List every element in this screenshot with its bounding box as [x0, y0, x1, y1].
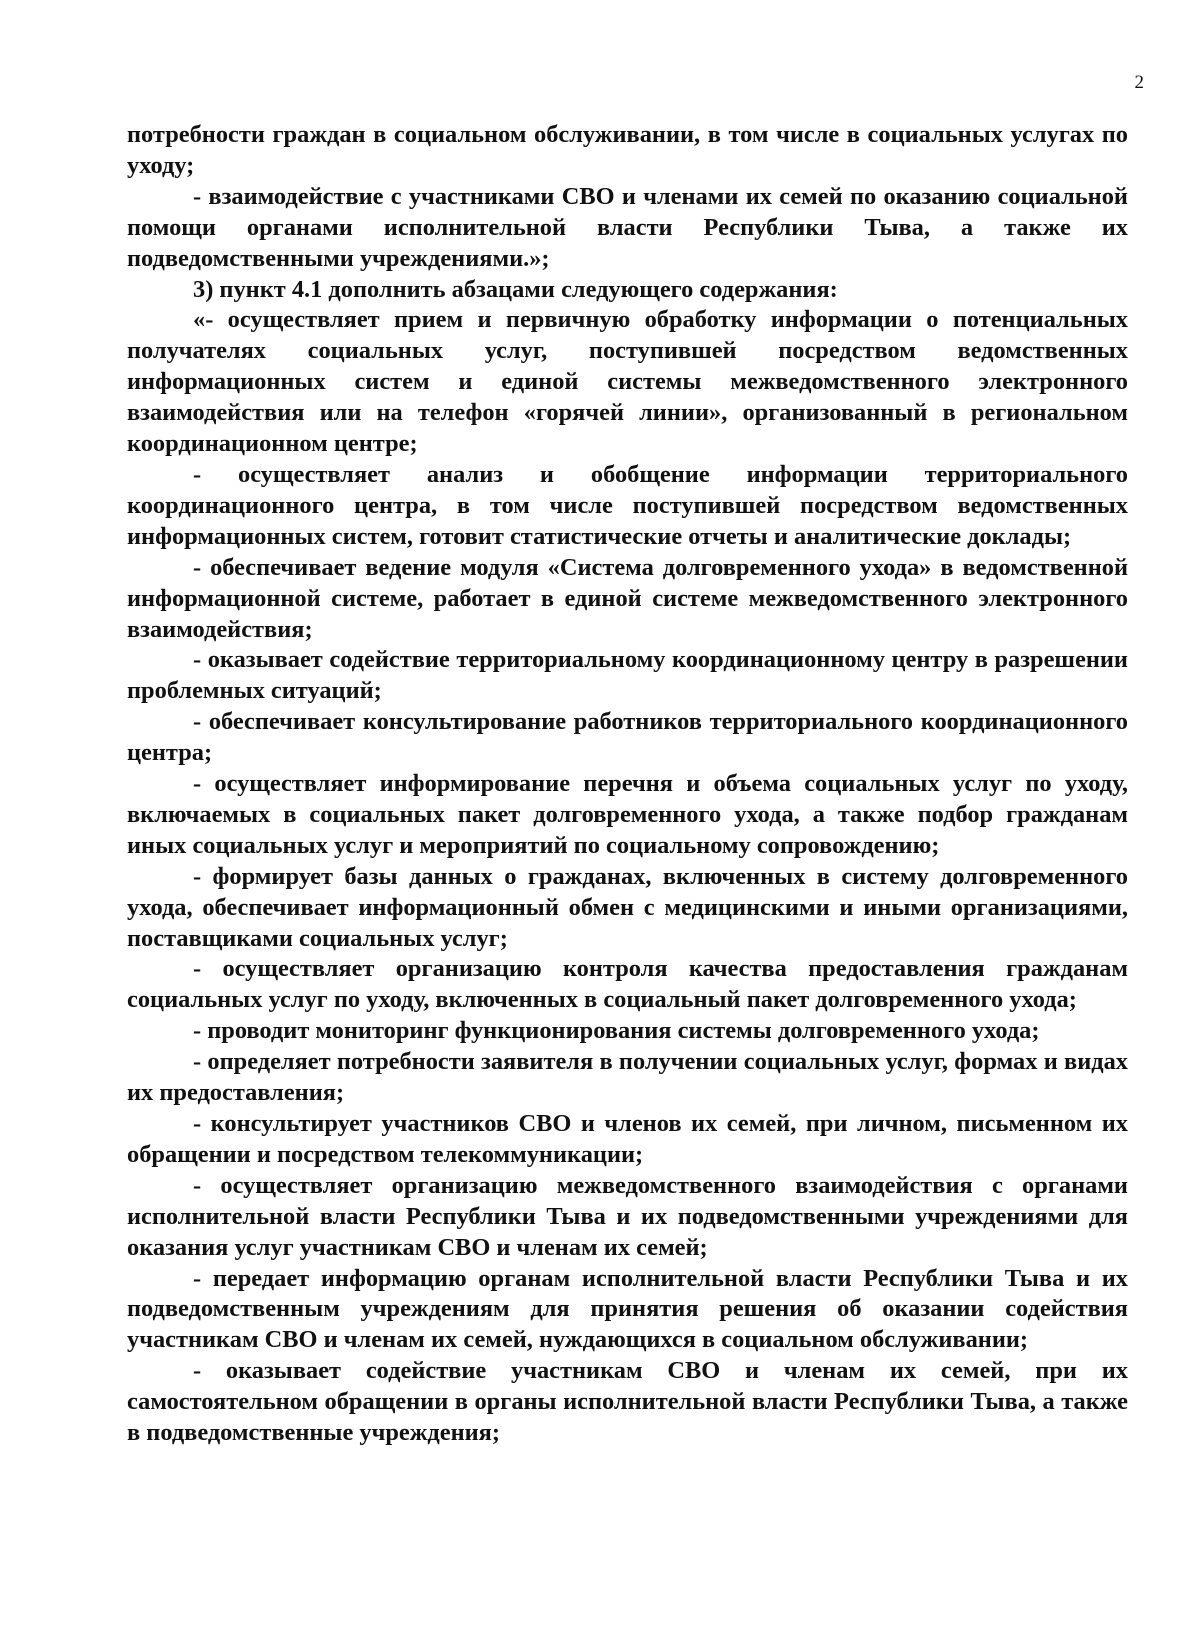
document-body — [127, 120, 1128, 1449]
paragraph: - оказывает содействие участникам СВО и членам их семей, при их самостоятельном обращении в органы исполнительной власти Республики Тыва, а также в подведомственные учреждения; — [127, 1357, 1128, 1447]
paragraph: - консультирует участников СВО и членов их семей, при личном, письменном их обращении и посредством телекоммуникации; — [127, 1110, 1128, 1168]
paragraph: - обеспечивает ведение модуля «Система долговременного ухода» в ведомственной информационной системе, работает в единой системе межведомственного электронного взаимодействия; — [127, 553, 1128, 643]
paragraph: - осуществляет организацию межведомственного взаимодействия с органами исполнительной власти Республики Тыва и их подведомственными учреждениями для оказания услуг участникам СВО и членам их семей; — [127, 1171, 1128, 1261]
paragraph: - обеспечивает консультирование работников территориального координационного центра; — [127, 708, 1128, 767]
paragraph: - осуществляет анализ и обобщение информации территориального координационного центра, в том числе поступившей посредством ведомственных информационных систем, готовит статистические отчеты и аналитические доклады; — [127, 460, 1128, 550]
paragraph: - оказывает содействие территориальному координационному центру в разрешении проблемных ситуаций; — [127, 646, 1128, 705]
paragraph: - осуществляет организацию контроля качества предоставления гражданам социальных услуг по уходу, включенных в социальный пакет долговременного ухода; — [127, 955, 1128, 1014]
paragraph: 3) пункт 4.1 дополнить абзацами следующего содержания: — [193, 275, 838, 303]
paragraph: - определяет потребности заявителя в получении социальных услуг, формах и видах их предоставления; — [127, 1048, 1128, 1107]
paragraph: - формирует базы данных о гражданах, включенных в систему долговременного ухода, обеспечивает информационный обмен с медицинскими и иными организациями, поставщиками социальных услуг; — [127, 862, 1128, 952]
paragraph: - проводит мониторинг функционирования системы долговременного ухода; — [193, 1017, 1040, 1045]
paragraph: «- осуществляет прием и первичную обработку информации о потенциальных получателях социальных услуг, поступившей посредством ведомственных информационных систем и единой системы межведомственного электронного взаимодействия или на телефон «горячей линии», организованный в региональном координационном центре; — [127, 306, 1128, 458]
paragraph: - осуществляет информирование перечня и объема социальных услуг по уходу, включаемых в социальных пакет долговременного ухода, а также подбор гражданам иных социальных услуг и мероприятий по социальному сопровождению; — [127, 770, 1128, 859]
paragraph: потребности граждан в социальном обслуживании, в том числе в социальных услугах по уходу; — [127, 121, 1128, 179]
paragraph: - передает информацию органам исполнительной власти Республики Тыва и их подведомственным учреждениям для принятия решения об оказании содействия участникам СВО и членам их семей, нуждающихся в социальном обслуживании; — [127, 1264, 1128, 1354]
paragraph: - взаимодействие с участниками СВО и членами их семей по оказанию социальной помощи органами исполнительной власти Республики Тыва, а также их подведомственными учреждениями.»; — [127, 182, 1128, 272]
page-number: 2 — [1134, 72, 1144, 93]
